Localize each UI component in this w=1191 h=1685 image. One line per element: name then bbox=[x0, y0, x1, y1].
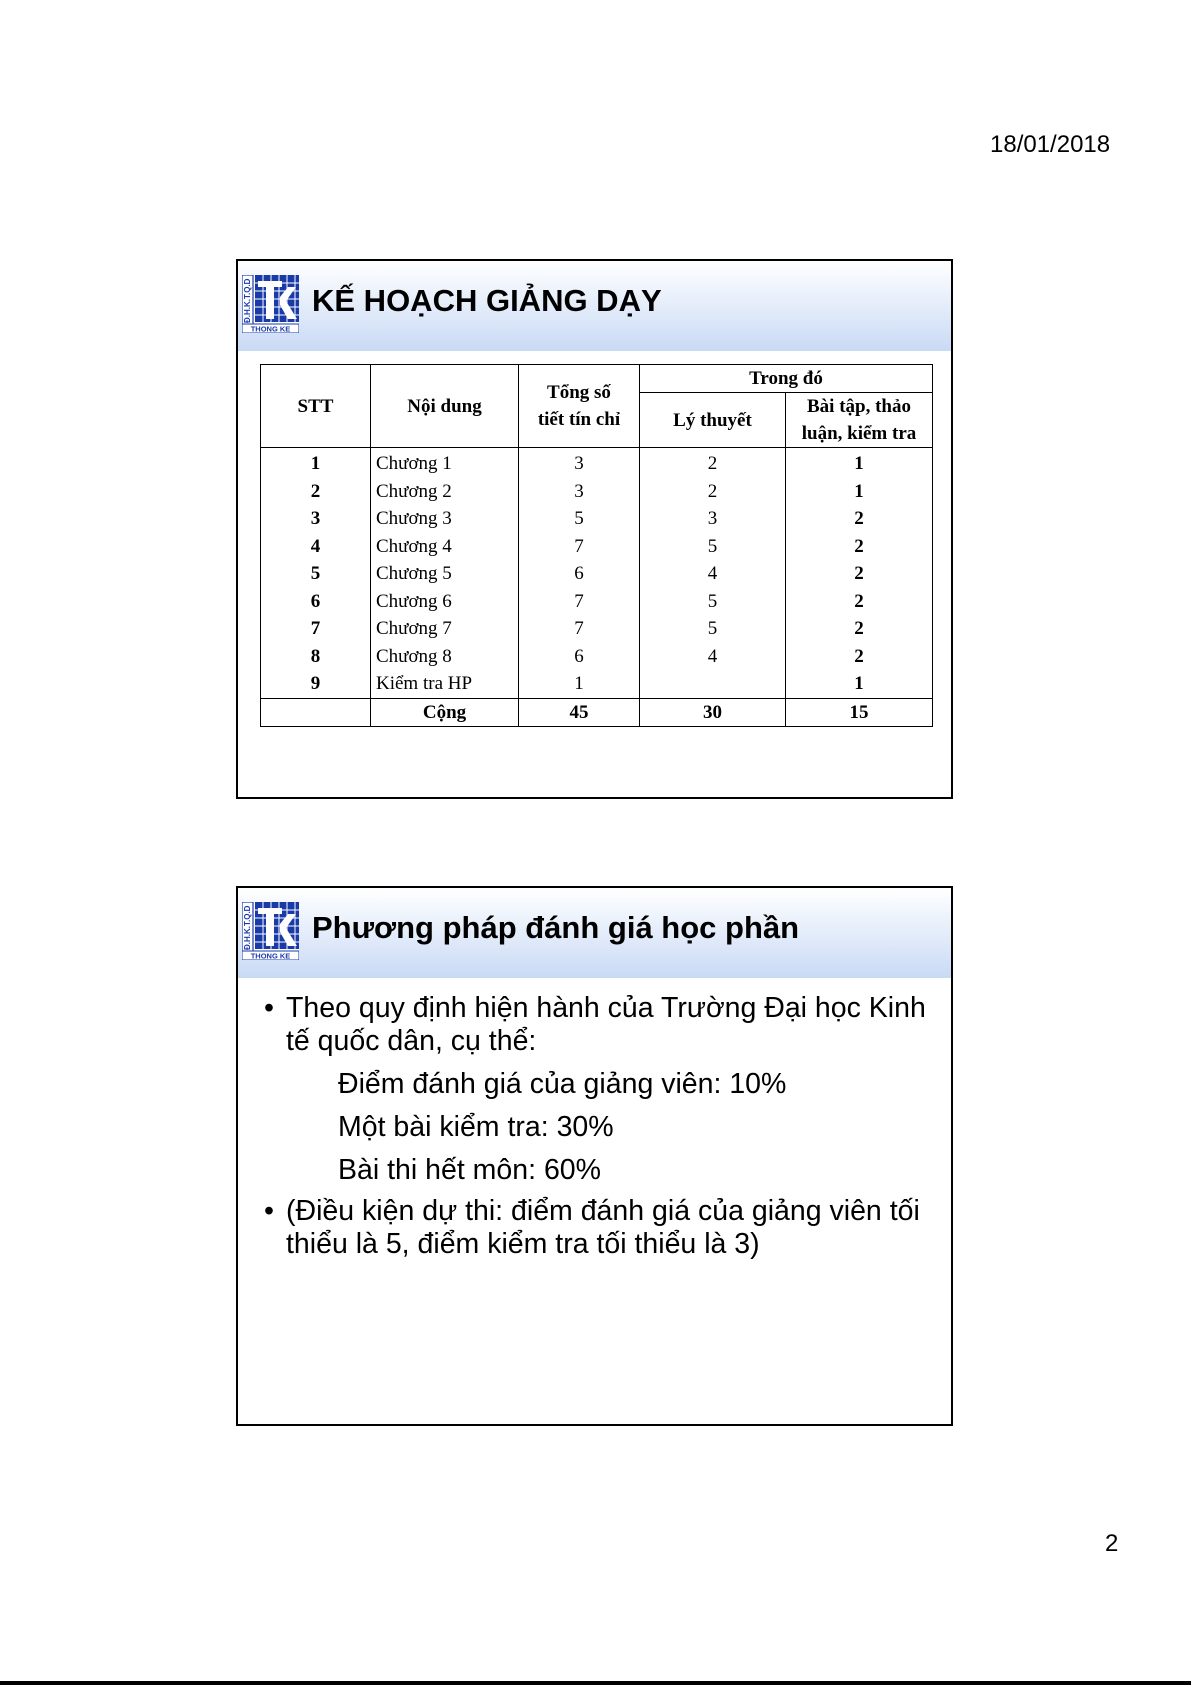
row-stt: 2 bbox=[261, 478, 371, 506]
logo-side-text: Đ.H.K.T.Q.D bbox=[243, 278, 252, 323]
row-stt: 7 bbox=[261, 615, 371, 643]
header-total bbox=[519, 365, 640, 448]
row-total: 1 bbox=[519, 670, 640, 698]
slide-header bbox=[238, 261, 951, 351]
row-stt: 8 bbox=[261, 643, 371, 671]
row-theory: 2 bbox=[640, 478, 786, 506]
slide-teaching-plan bbox=[236, 259, 953, 799]
row-practice: 1 bbox=[786, 478, 933, 506]
teaching-plan-table bbox=[260, 364, 933, 727]
row-practice: 2 bbox=[786, 533, 933, 561]
row-practice: 2 bbox=[786, 588, 933, 616]
logo-side-text: Đ.H.K.T.Q.D bbox=[243, 905, 252, 950]
row-total: 3 bbox=[519, 478, 640, 506]
row-stt: 3 bbox=[261, 505, 371, 533]
logo-bottom-text: THONG KE bbox=[250, 951, 291, 960]
row-total: 7 bbox=[519, 533, 640, 561]
slide-header bbox=[238, 888, 951, 978]
page-number: 2 bbox=[1105, 1530, 1119, 1557]
row-practice: 1 bbox=[786, 448, 933, 478]
row-theory: 4 bbox=[640, 643, 786, 671]
table-row bbox=[261, 560, 933, 588]
row-total: 6 bbox=[519, 643, 640, 671]
row-theory: 3 bbox=[640, 505, 786, 533]
slide-title: KẾ HOẠCH GIẢNG DẠY bbox=[312, 283, 662, 318]
row-total: 5 bbox=[519, 505, 640, 533]
row-stt: 6 bbox=[261, 588, 371, 616]
total-stt-cell bbox=[261, 698, 371, 727]
university-logo bbox=[242, 902, 299, 960]
table-row bbox=[261, 505, 933, 533]
row-practice: 2 bbox=[786, 615, 933, 643]
row-theory: 4 bbox=[640, 560, 786, 588]
row-practice: 2 bbox=[786, 560, 933, 588]
row-theory: 5 bbox=[640, 615, 786, 643]
bullet-regulation bbox=[264, 992, 936, 1058]
total-label: Cộng bbox=[371, 698, 519, 727]
row-content: Chương 1 bbox=[371, 448, 519, 478]
row-stt: 5 bbox=[261, 560, 371, 588]
total-theory: 30 bbox=[640, 698, 786, 727]
row-total: 3 bbox=[519, 448, 640, 478]
bullet-dot: • bbox=[264, 1195, 274, 1227]
table-header-row bbox=[261, 365, 933, 393]
header-practice-line2: luận, kiểm tra bbox=[801, 423, 917, 444]
row-stt: 4 bbox=[261, 533, 371, 561]
row-theory: 5 bbox=[640, 588, 786, 616]
table-row bbox=[261, 533, 933, 561]
row-total: 7 bbox=[519, 615, 640, 643]
bullet-conditions bbox=[264, 1195, 936, 1261]
assessment-item-3: Bài thi hết môn: 60% bbox=[338, 1154, 601, 1186]
table-row bbox=[261, 643, 933, 671]
table-row bbox=[261, 615, 933, 643]
row-theory bbox=[640, 670, 786, 698]
table-row bbox=[261, 448, 933, 478]
header-stt: STT bbox=[261, 365, 371, 448]
logo-bottom-text: THONG KE bbox=[250, 324, 291, 333]
total-practice: 15 bbox=[786, 698, 933, 727]
bullet-text: Theo quy định hiện hành của Trường Đại học Kinh tế quốc dân, cụ thể: bbox=[286, 992, 926, 1057]
slide-title: Phương pháp đánh giá học phần bbox=[312, 910, 800, 945]
table-total-row bbox=[261, 698, 933, 727]
row-content: Chương 3 bbox=[371, 505, 519, 533]
row-total: 7 bbox=[519, 588, 640, 616]
header-theory: Lý thuyết bbox=[640, 393, 786, 448]
page-bottom-rule bbox=[0, 1681, 1191, 1685]
slide-assessment bbox=[236, 886, 953, 1426]
header-group: Trong đó bbox=[640, 365, 933, 393]
slide-body bbox=[264, 992, 936, 1261]
row-practice: 2 bbox=[786, 505, 933, 533]
total-sum: 45 bbox=[519, 698, 640, 727]
header-total-line2: tiết tín chỉ bbox=[537, 409, 621, 430]
row-content: Chương 2 bbox=[371, 478, 519, 506]
assessment-item-2: Một bài kiểm tra: 30% bbox=[338, 1111, 614, 1143]
row-content: Chương 4 bbox=[371, 533, 519, 561]
row-total: 6 bbox=[519, 560, 640, 588]
header-practice-line1: Bài tập, thảo bbox=[807, 396, 911, 417]
row-theory: 2 bbox=[640, 448, 786, 478]
header-content: Nội dung bbox=[371, 365, 519, 448]
row-content: Chương 7 bbox=[371, 615, 519, 643]
row-content: Chương 5 bbox=[371, 560, 519, 588]
row-content: Chương 6 bbox=[371, 588, 519, 616]
row-stt: 1 bbox=[261, 448, 371, 478]
header-practice bbox=[786, 393, 933, 448]
row-stt: 9 bbox=[261, 670, 371, 698]
assessment-item-1: Điểm đánh giá của giảng viên: 10% bbox=[338, 1068, 787, 1100]
table-body bbox=[261, 448, 933, 699]
header-total-line1: Tổng số bbox=[547, 382, 611, 403]
table-row bbox=[261, 670, 933, 698]
page-date: 18/01/2018 bbox=[990, 131, 1111, 158]
bullet-text: (Điều kiện dự thi: điểm đánh giá của giảng viên tối thiểu là 5, điểm kiểm tra tối thiểu là 3) bbox=[286, 1195, 920, 1260]
table-row bbox=[261, 588, 933, 616]
bullet-dot: • bbox=[264, 992, 274, 1024]
row-theory: 5 bbox=[640, 533, 786, 561]
row-practice: 2 bbox=[786, 643, 933, 671]
row-content: Chương 8 bbox=[371, 643, 519, 671]
university-logo bbox=[242, 275, 299, 333]
row-practice: 1 bbox=[786, 670, 933, 698]
row-content: Kiểm tra HP bbox=[371, 670, 519, 698]
table-row bbox=[261, 478, 933, 506]
